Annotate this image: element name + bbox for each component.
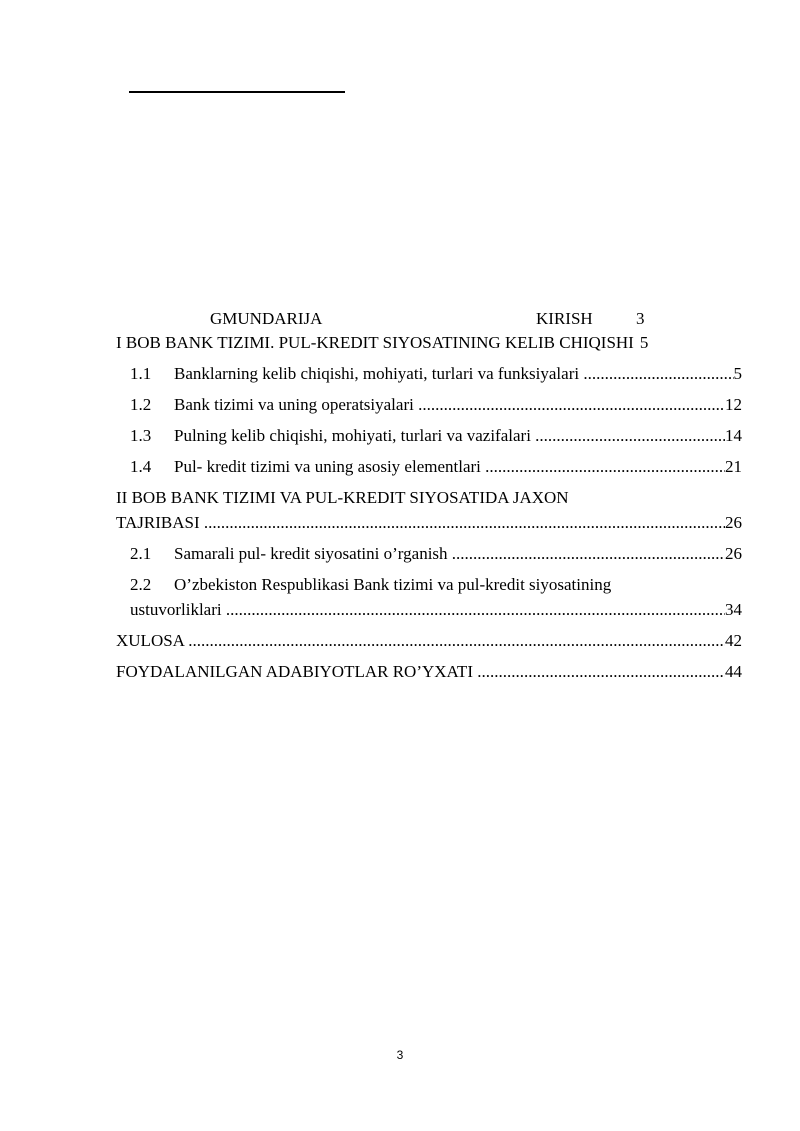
toc-item-title: Pul- kredit tizimi va uning asosiy elementlari ..... [174,456,725,478]
chapter-1-page: 5 [639,333,649,352]
toc-item-page: 21 [725,457,742,476]
toc-chapter-1[interactable] [116,332,742,354]
toc-item-1-3[interactable] [116,425,742,447]
references-page: 44 [725,662,742,681]
toc-item-page: 26 [725,544,742,563]
toc-item-title: Samarali pul- kredit siyosatini o’rganish ..... [174,543,725,565]
chapter-2-title-line1: II BOB BANK TIZIMI VA PUL-KREDIT SIYOSATIDA JAXON [116,488,569,507]
toc-references[interactable] [116,661,742,683]
toc-item-number: 1.2 [130,395,152,414]
toc-item-title: Banklarning kelib chiqishi, mohiyati, turlari va funksiyalari ..... [174,363,734,385]
toc-item-page: 14 [725,426,742,445]
toc-item-2-1[interactable] [116,543,742,565]
toc-item-title: Bank tizimi va uning operatsiyalari ..... [174,394,725,416]
toc-item-number: 2.1 [130,544,152,563]
toc-heading: GMUNDARIJA [210,309,323,328]
toc-item-1-4[interactable] [116,456,742,478]
toc-item-number: 1.4 [130,457,152,476]
top-rule [129,91,345,93]
page-number: 3 [396,1048,404,1062]
chapter-1-title: I BOB BANK TIZIMI. PUL-KREDIT SIYOSATINING KELIB CHIQISHI [116,333,634,352]
toc-chapter-2[interactable] [116,487,742,534]
toc-item-title-line2: ustuvorliklari ..... [130,599,725,621]
toc-item-1-2[interactable] [116,394,742,416]
toc-item-number: 2.2 [130,575,152,594]
toc-item-title: Pulning kelib chiqishi, mohiyati, turlari va vazifalari ..... [174,425,725,447]
chapter-2-page: 26 [725,513,742,532]
table-of-contents [116,308,742,683]
conclusion-page: 42 [725,631,742,650]
conclusion-title: XULOSA ..... [116,630,725,652]
toc-intro-title: KIRISH [536,309,593,328]
toc-intro-page: 3 [636,309,645,328]
references-title: FOYDALANILGAN ADABIYOTLAR RO’YXATI ..... [116,661,725,683]
toc-item-title-line1: O’zbekiston Respublikasi Bank tizimi va pul-kredit siyosatining [174,575,612,594]
toc-heading-line [116,308,742,330]
toc-item-page: 5 [733,364,742,383]
toc-conclusion[interactable] [116,630,742,652]
toc-item-1-1[interactable] [116,363,742,385]
toc-item-page: 34 [725,600,742,619]
toc-item-number: 1.3 [130,426,152,445]
chapter-2-title-line2: TAJRIBASI ..... [116,512,725,534]
toc-item-page: 12 [725,395,742,414]
toc-item-number: 1.1 [130,364,152,383]
toc-item-2-2[interactable] [116,574,742,621]
